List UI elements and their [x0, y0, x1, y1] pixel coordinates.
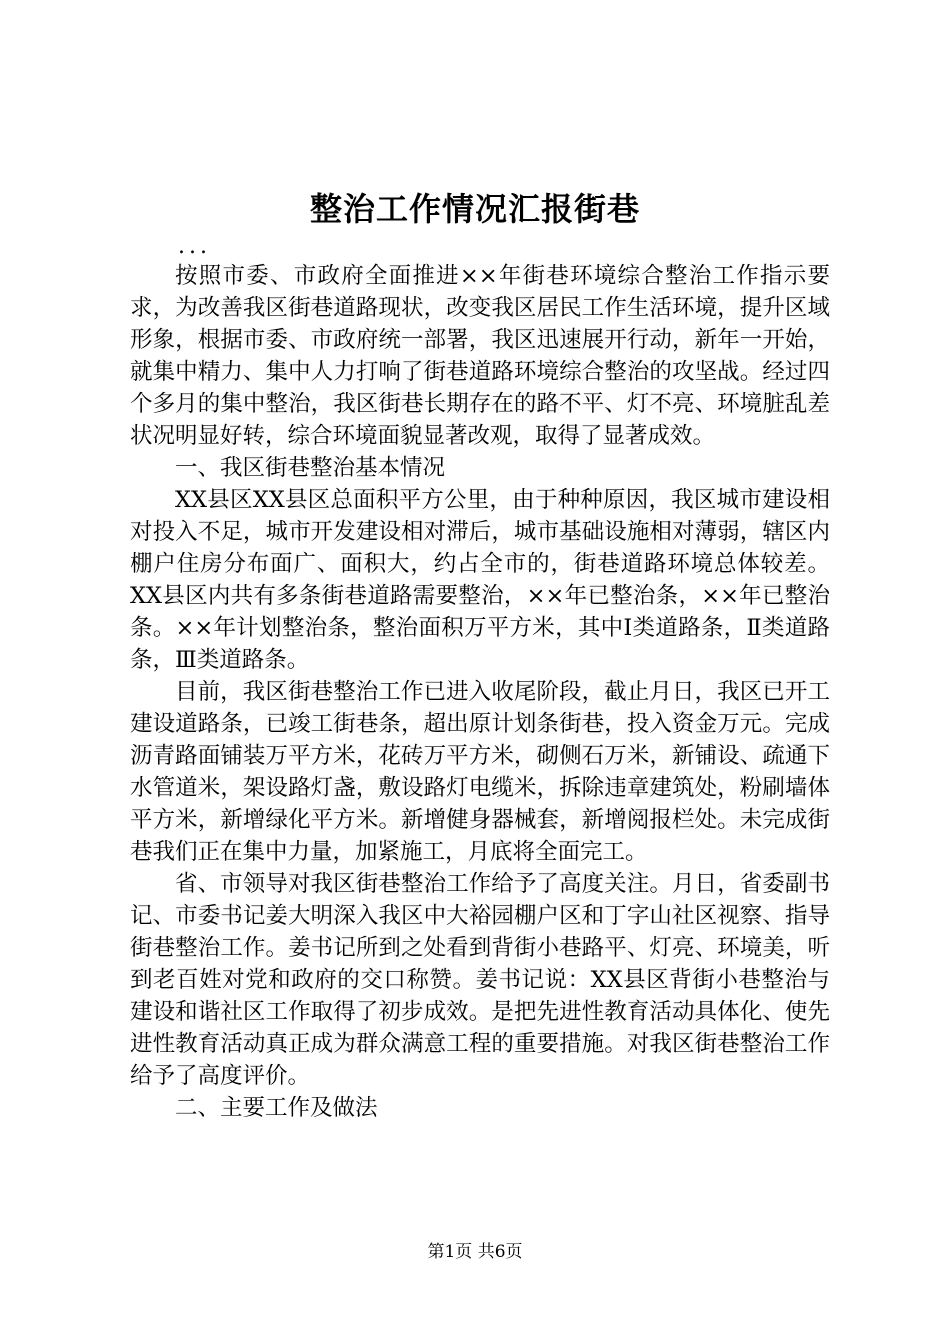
document-body [130, 260, 830, 1124]
document-title: 整治工作情况汇报街巷 [309, 190, 640, 228]
intro-paragraph: 按照市委、市政府全面推进××年街巷环境综合整治工作指示要求，为改善我区街巷道路现状，改变我区居民工作生活环境，提升区域形象，根据市委、市政府统一部署，我区迅速展开行动，新年一开始，就集中精力、集中人力打响了街巷道路环境综合整治的攻坚战。经过四个多月的集中整治，我区街巷长期存在的路不平、灯不亮、环境脏乱差状况明显好转，综合环境面貌显著改观，取得了显著成效。 [130, 263, 830, 449]
section-heading-2: 二、主要工作及做法 [175, 1095, 378, 1121]
ellipsis-marker: ... [178, 234, 211, 259]
basic-situation-paragraph: XX县区XX县区总面积平方公里，由于种种原因，我区城市建设相对投入不足，城市开发建设相对滞后，城市基础设施相对薄弱，辖区内棚户住房分布面广、面积大，约占全市的，街巷道路环境总体较差。XX县区内共有多条街巷道路需要整治，××年已整治条，××年已整治条。××年计划整治条，整治面积万平方米，其中Ⅰ类道路条，Ⅱ类道路条，Ⅲ类道路条。 [130, 487, 830, 673]
leadership-paragraph: 省、市领导对我区街巷整治工作给予了高度关注。月日，省委副书记、市委书记姜大明深入我区中大裕园棚户区和丁字山社区视察、指导街巷整治工作。姜书记所到之处看到背街小巷路平、灯亮、环境美，听到老百姓对党和政府的交口称赞。姜书记说：XX县区背街小巷整治与建设和谐社区工作取得了初步成效。是把先进性教育活动具体化、使先进性教育活动真正成为群众满意工程的重要措施。对我区街巷整治工作给予了高度评价。 [130, 871, 830, 1089]
page-footer: 第1页 共6页 [427, 1242, 523, 1262]
section-heading-1: 一、我区街巷整治基本情况 [175, 455, 446, 481]
progress-paragraph: 目前，我区街巷整治工作已进入收尾阶段，截止月日，我区已开工建设道路条，已竣工街巷条，超出原计划条街巷，投入资金万元。完成沥青路面铺装万平方米，花砖万平方米，砌侧石万米，新铺设、疏通下水管道米，架设路灯盏，敷设路灯电缆米，拆除违章建筑处，粉刷墙体平方米，新增绿化平方米。新增健身器械套，新增阅报栏处。未完成街巷我们正在集中力量，加紧施工，月底将全面完工。 [130, 679, 830, 865]
